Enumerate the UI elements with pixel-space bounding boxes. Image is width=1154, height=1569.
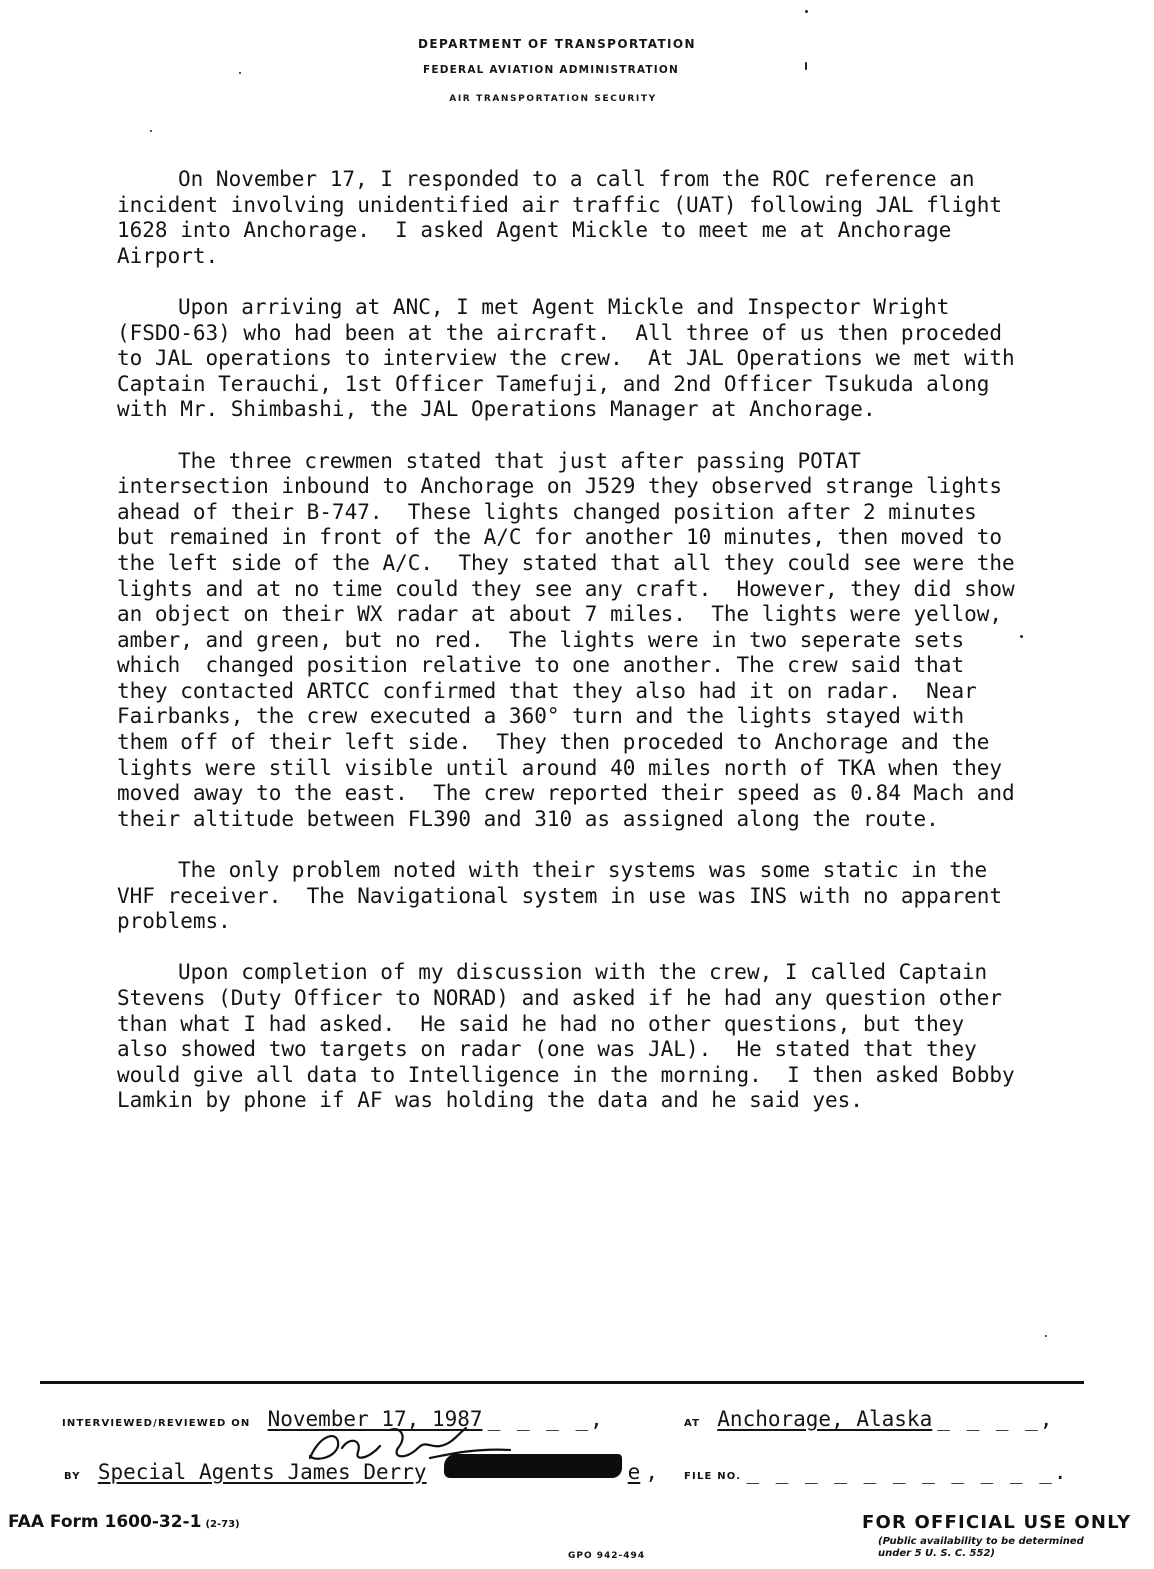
header-agency: FEDERAL AVIATION ADMINISTRATION bbox=[423, 64, 679, 76]
handwritten-signature bbox=[280, 1418, 520, 1478]
official-use-notice: FOR OFFICIAL USE ONLY bbox=[862, 1512, 1132, 1533]
scan-speck bbox=[1020, 635, 1023, 638]
scan-speck bbox=[805, 10, 808, 13]
fill-line: _ _ _ _, bbox=[937, 1407, 1055, 1431]
interviewed-label: INTERVIEWED/REVIEWED ON bbox=[62, 1418, 251, 1429]
form-revision: (2-73) bbox=[205, 1519, 240, 1530]
paragraph: The only problem noted with their systems was some static in the VHF receiver. The Navigational system in use was INS with no apparent problems. bbox=[117, 858, 1015, 934]
fill-line: _ _ _ _ _ _ _ _ _ _ _. bbox=[746, 1460, 1069, 1484]
paragraph: Upon arriving at ANC, I met Agent Mickle and Inspector Wright (FSDO-63) who had been at the aircraft. All three of us then proceded to JAL operations to interview the crew. At JAL Operations we met with Captain Terauchi, 1st Officer Tamefuji, and 2nd Officer Tsukuda along with Mr. Shimbashi, the JAL Operations Manager at Anchorage. bbox=[117, 294, 1028, 422]
form-number-text: FAA Form 1600-32-1 bbox=[8, 1512, 202, 1532]
scan-speck bbox=[239, 72, 241, 74]
paragraph: Upon completion of my discussion with the crew, I called Captain Stevens (Duty Officer to NORAD) and asked if he had any question other than what I had asked. He said he had no other questions, but they also showed two targets on radar (one was JAL). He stated that they would give all data to Intelligence in the morning. I then asked Bobby Lamkin by phone if AF was holding the data and he said yes. bbox=[117, 960, 1028, 1113]
form-divider bbox=[40, 1381, 1084, 1384]
scan-speck bbox=[150, 130, 152, 132]
scan-speck bbox=[805, 62, 807, 70]
paragraph: On November 17, I responded to a call from the ROC reference an incident involving unidentified air traffic (UAT) following JAL flight 1628 into Anchorage. I asked Agent Mickle to meet me at Anchorage Airport. bbox=[117, 167, 1015, 268]
file-label: FILE NO. bbox=[684, 1471, 742, 1482]
header-division: AIR TRANSPORTATION SECURITY bbox=[449, 94, 657, 104]
header-department: DEPARTMENT OF TRANSPORTATION bbox=[418, 37, 696, 51]
interview-date: November 17, 1987 bbox=[267, 1407, 483, 1431]
public-availability-note: (Public availability to be determined under 5 U. S. C. 552) bbox=[878, 1536, 1084, 1559]
fill-line: , bbox=[645, 1460, 661, 1484]
form-number bbox=[8, 1512, 240, 1532]
gpo-code: GPO 942-494 bbox=[568, 1551, 646, 1561]
file-row bbox=[684, 1460, 1069, 1484]
at-label: AT bbox=[684, 1418, 701, 1429]
location-row bbox=[684, 1407, 1054, 1431]
agent-names-tail: e bbox=[627, 1460, 641, 1484]
by-label: BY bbox=[64, 1471, 81, 1482]
memo-body bbox=[117, 167, 1028, 1140]
agent-names: Special Agents James Derry bbox=[97, 1460, 427, 1484]
interview-location: Anchorage, Alaska bbox=[717, 1407, 933, 1431]
paragraph: The three crewmen stated that just after passing POTAT intersection inbound to Anchorage on J529 they observed strange lights ahead of their B-747. These lights changed position after 2 minutes but remained in front of the A/C for another 10 minutes, then moved to the left side of the A/C. They stated that all they could see were the lights and at no time could they see any craft. However, they did show an object on their WX radar at about 7 miles. The lights were yellow, amber, and green, but no red. The lights were in two seperate sets which changed position relative to one another. The crew said that they contacted ARTCC confirmed that they also had it on radar. Near Fairbanks, the crew executed a 360° turn and the lights stayed with them off of their left side. They then proceded to Anchorage and the lights were still visible until around 40 miles north of TKA when they moved away to the east. The crew reported their speed as 0.84 Mach and their altitude between FL390 and 310 as assigned along the route. bbox=[117, 448, 1028, 831]
fill-line: _ _ _ _, bbox=[487, 1407, 605, 1431]
scan-speck bbox=[1045, 1335, 1047, 1337]
